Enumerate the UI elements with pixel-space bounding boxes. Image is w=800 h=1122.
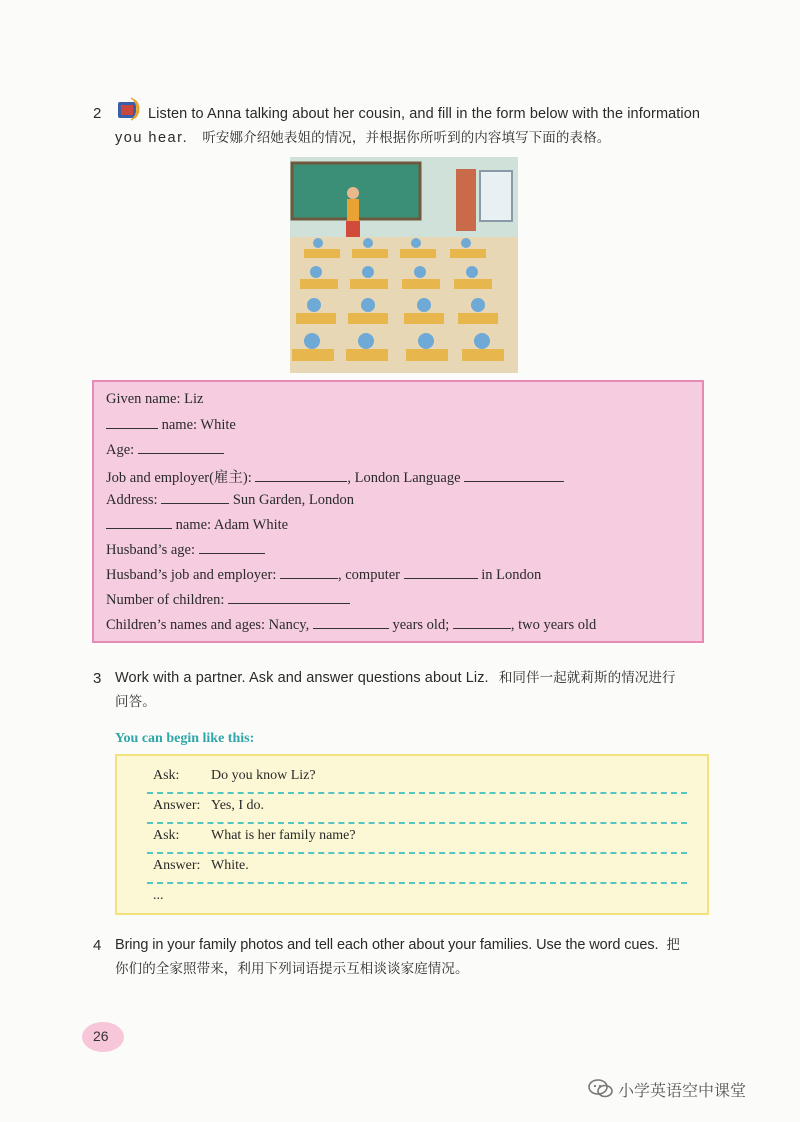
exercise-4-instruction-zh: 把 [666, 937, 680, 953]
exercise-2-number: 2 [93, 105, 102, 122]
form-children-names [106, 616, 596, 634]
dialogue-line [147, 822, 687, 854]
form-age-text: Age: [106, 442, 135, 458]
blank-husband-relation[interactable] [106, 516, 172, 529]
exercise-3-instruction-en: Work with a partner. Ask and answer questions about Liz. [115, 670, 489, 686]
form-age [106, 441, 224, 459]
form-given-name [106, 391, 203, 408]
form-given-name-text: Given name: Liz [106, 391, 204, 407]
blank-second-child[interactable] [453, 616, 511, 629]
exercise-4-instruction-line2: 你们的全家照带来，利用下列词语提示互相谈谈家庭情况。 [115, 961, 469, 977]
form-job-prefix: Job and employer(雇主): [106, 470, 252, 486]
form-husband-job-prefix: Husband’s job and employer: [106, 567, 277, 583]
form-children-number-text: Number of children: [106, 592, 225, 608]
dialogue-line [147, 792, 687, 824]
blank-husband-employer[interactable] [404, 566, 478, 579]
dialogue-speaker: Ask: [153, 828, 180, 843]
exercise-2-instruction-zh: 听安娜介绍她表姐的情况，并根据你所听到的内容填写下面的表格。 [202, 130, 611, 146]
dialogue-speaker: Ask: [153, 768, 180, 783]
blank-husband-job[interactable] [280, 566, 338, 579]
dialogue-line [147, 762, 687, 794]
form-husband-job [106, 566, 541, 584]
dialogue-utterance: What is her family name? [211, 828, 356, 843]
dialogue-speaker: Answer: [153, 798, 201, 813]
dialogue-utterance: Do you know Liz? [211, 768, 316, 783]
form-children-prefix: Children’s names and ages: Nancy, [106, 617, 310, 633]
dialogue-speaker: ... [153, 888, 164, 903]
form-children-suffix: , two years old [510, 617, 597, 633]
exercise-4-instruction [115, 934, 680, 957]
exercise-2-instruction-line2 [115, 127, 610, 150]
dialogue-utterance: Yes, I do. [211, 798, 265, 813]
dialogue-speaker: Answer: [153, 858, 201, 873]
exercise-2-instruction-en-2: you hear. [115, 130, 189, 146]
listening-form [92, 380, 704, 643]
form-husband-name [106, 516, 288, 534]
audio-listen-icon [116, 96, 142, 122]
form-husband-name-text: name: Adam White [175, 517, 289, 533]
classroom-illustration [290, 157, 518, 373]
exercise-4-number: 4 [93, 937, 102, 954]
blank-employer[interactable] [464, 469, 564, 482]
exercise-3-instruction [115, 667, 676, 690]
form-address [106, 491, 354, 509]
page-number: 26 [93, 1028, 109, 1044]
wechat-logo-icon [588, 1078, 614, 1100]
dialogue-utterance: White. [211, 858, 249, 873]
blank-age[interactable] [138, 441, 224, 454]
form-husband-age [106, 541, 265, 559]
form-address-suffix: Sun Garden, London [232, 492, 355, 508]
form-job-mid: , London Language [347, 470, 461, 486]
begin-like-this-label: You can begin like this: [115, 731, 255, 746]
blank-address[interactable] [161, 491, 229, 504]
blank-family-name[interactable] [106, 416, 158, 429]
dialogue-line [147, 852, 687, 884]
exercise-2-instruction-en: Listen to Anna talking about her cousin, and fill in the form below with the information [148, 106, 701, 122]
exercise-4-instruction-en: Bring in your family photos and tell each other about your families. Use the word cues. [115, 937, 659, 953]
watermark [588, 1074, 778, 1102]
form-family-name [106, 416, 236, 434]
exercise-3-instruction-zh: 和同伴一起就莉斯的情况进行 [498, 670, 676, 686]
form-family-name-text: name: White [161, 417, 236, 433]
blank-children-number[interactable] [228, 591, 350, 604]
watermark-text: 小学英语空中课堂 [618, 1081, 747, 1100]
blank-husband-age[interactable] [199, 541, 265, 554]
blank-job[interactable] [255, 469, 347, 482]
exercise-3-instruction-line2: 问答。 [115, 694, 156, 710]
exercise-2-instruction [148, 103, 700, 126]
form-address-prefix: Address: [106, 492, 158, 508]
form-husband-job-mid: , computer [337, 567, 400, 583]
form-husband-age-text: Husband’s age: [106, 542, 195, 558]
form-children-mid: years old; [392, 617, 450, 633]
page-number-badge [82, 1022, 124, 1052]
form-job [106, 466, 564, 487]
sample-dialogue [115, 754, 709, 915]
exercise-3-number: 3 [93, 670, 102, 687]
form-husband-job-suffix: in London [481, 567, 542, 583]
form-children-number [106, 591, 350, 609]
dialogue-line [147, 882, 687, 912]
blank-children-age[interactable] [313, 616, 389, 629]
